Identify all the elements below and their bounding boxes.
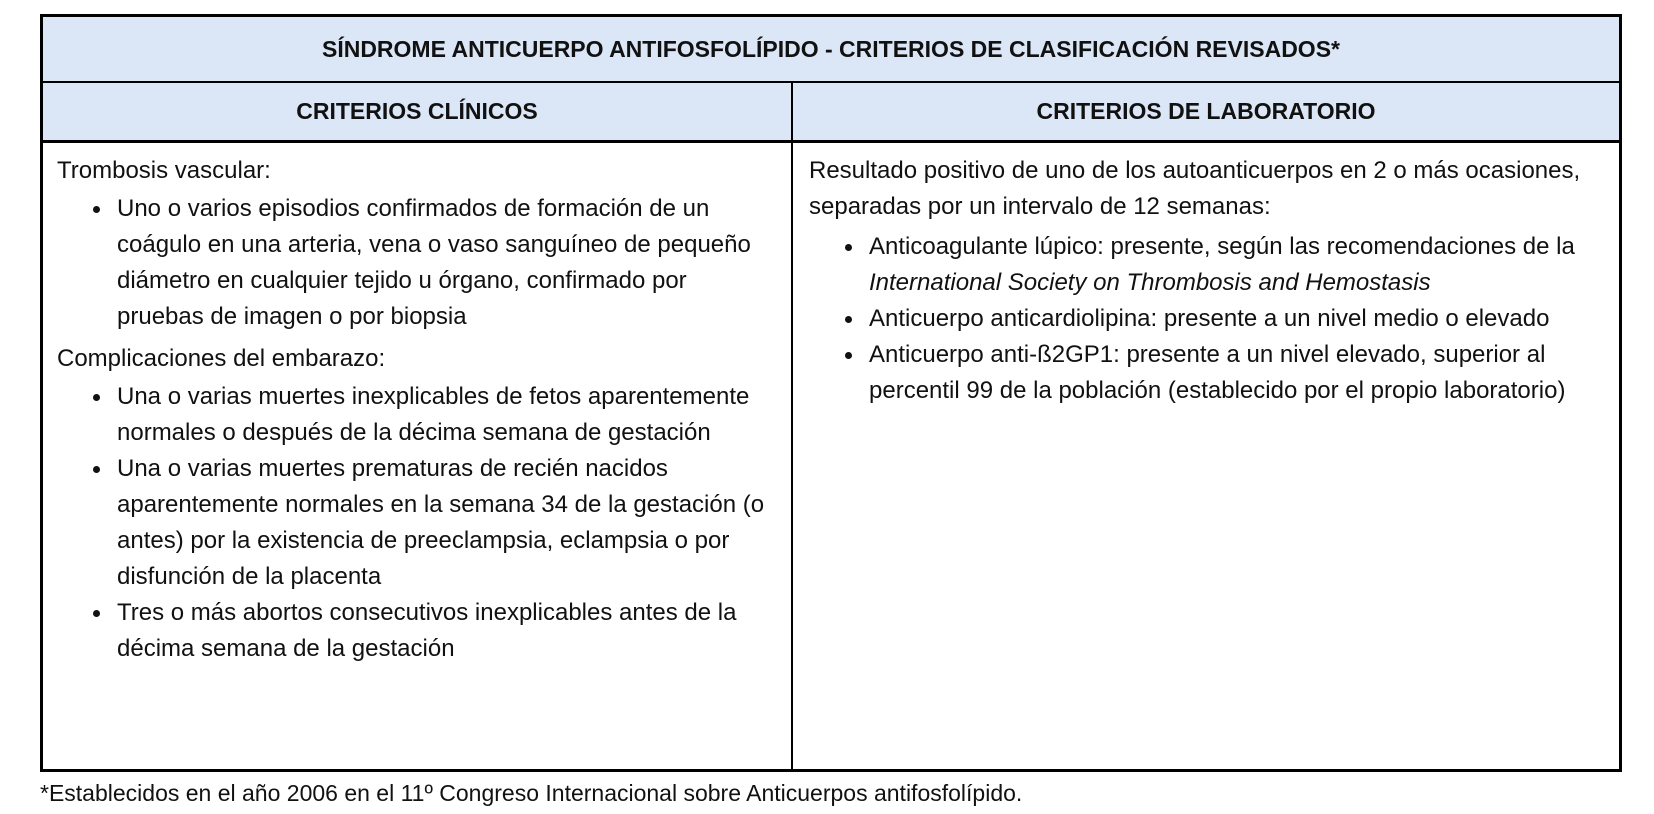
list-item: • Uno o varios episodios confirmados de formación de un coágulo en una arteria, vena o vaso sanguíneo de pequeño diámetro en cualquier tejido u órgano, confirmado por pruebas de imagen o por biopsia: [113, 191, 777, 335]
society-name: International Society on Thrombosis and Hemostasis: [869, 269, 1431, 296]
table-body-row: [43, 143, 1619, 769]
lab-criteria-list: [809, 229, 1605, 409]
pregnancy-complications-list: [57, 379, 777, 667]
list-item: • Una o varias muertes prematuras de recién nacidos aparentemente normales en la semana 34 de la gestación (o antes) por la existencia de preeclampsia, eclampsia o por disfunción de la placenta: [113, 451, 777, 595]
pregnancy-complications-heading: Complicaciones del embarazo:: [57, 345, 386, 372]
list-item: • Tres o más abortos consecutivos inexplicables antes de la décima semana de la gestación: [113, 595, 777, 667]
clinical-criteria-cell: [43, 143, 793, 769]
footnote: *Establecidos en el año 2006 en el 11º Congreso Internacional sobre Anticuerpos antifosfolípido.: [40, 780, 1023, 806]
column-header-row: [43, 83, 1619, 143]
vascular-thrombosis-heading: Trombosis vascular:: [57, 157, 271, 184]
lupus-anticoagulant-text: Anticoagulante lúpico: presente, según las recomendaciones de la: [869, 233, 1575, 260]
lab-criteria-cell: [793, 143, 1619, 769]
list-item: • Anticuerpo anti-ß2GP1: presente a un nivel elevado, superior al percentil 99 de la población (establecido por el propio laboratorio): [865, 337, 1605, 409]
column-header-clinical: CRITERIOS CLÍNICOS: [43, 83, 793, 140]
list-item: [865, 229, 1605, 301]
lab-intro: Resultado positivo de uno de los autoanticuerpos en 2 o más ocasiones, separadas por un intervalo de 12 semanas:: [809, 157, 1581, 220]
list-item: • Anticuerpo anticardiolipina: presente a un nivel medio o elevado: [865, 301, 1605, 337]
column-header-lab: CRITERIOS DE LABORATORIO: [793, 83, 1619, 140]
table-title: SÍNDROME ANTICUERPO ANTIFOSFOLÍPIDO - CRITERIOS DE CLASIFICACIÓN REVISADOS*: [43, 17, 1619, 83]
vascular-thrombosis-list: [57, 191, 777, 335]
list-item: • Una o varias muertes inexplicables de fetos aparentemente normales o después de la décima semana de gestación: [113, 379, 777, 451]
criteria-table: [40, 14, 1622, 772]
